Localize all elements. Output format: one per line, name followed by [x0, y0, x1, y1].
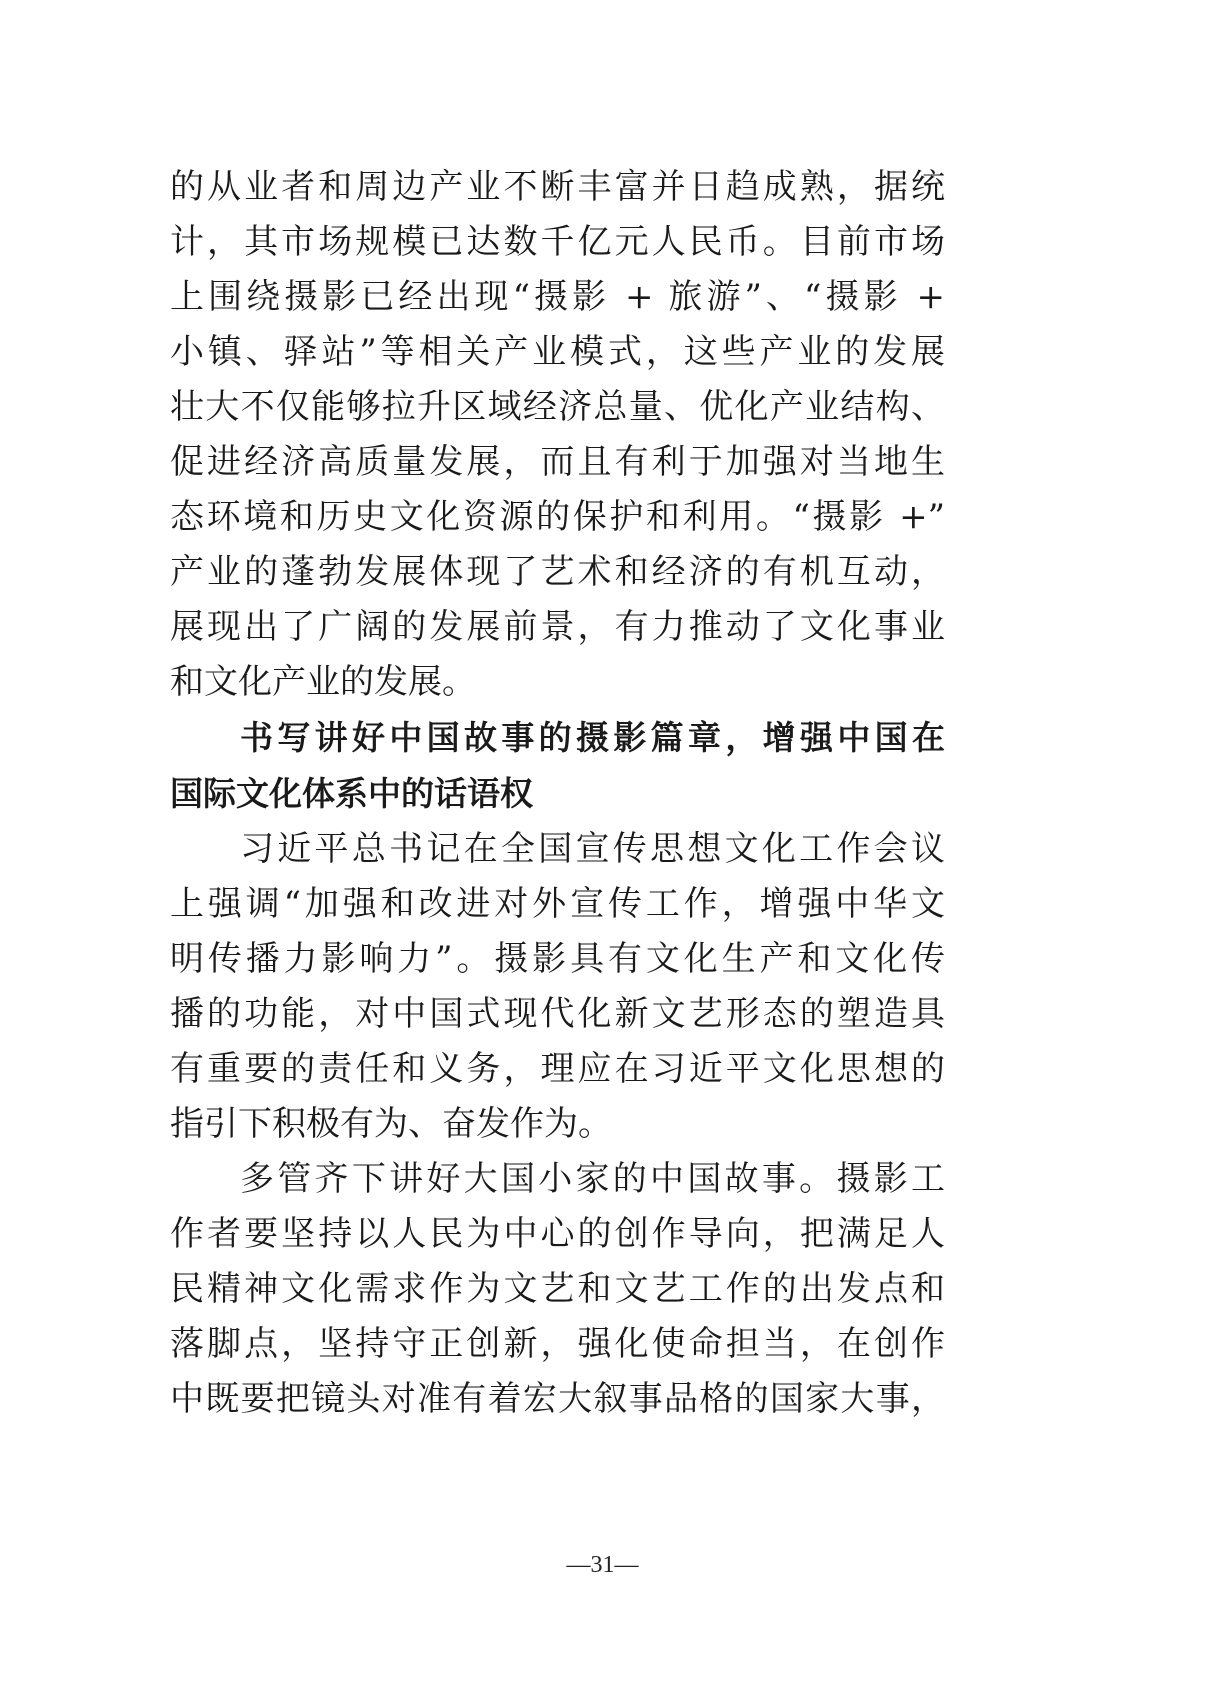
- text-line: 指引下积极有为、奋发作为。: [170, 1104, 612, 1144]
- document-page: [170, 160, 945, 1427]
- text-line: 上围绕摄影已经出现“摄影 + 旅游”、“摄影 +: [170, 277, 945, 317]
- text-line: 产业的蓬勃发展体现了艺术和经济的有机互动，: [170, 552, 945, 592]
- text-line: 多管齐下讲好大国小家的中国故事。摄影工: [240, 1159, 945, 1199]
- heading-line: 国际文化体系中的话语权: [170, 774, 533, 813]
- paragraph-photography-industry: [170, 160, 945, 710]
- text-line: 民精神文化需求作为文艺和文艺工作的出发点和: [170, 1269, 945, 1309]
- heading-line: 书写讲好中国故事的摄影篇章，增强中国在: [240, 718, 945, 757]
- text-line: 计，其市场规模已达数千亿元人民币。目前市场: [170, 222, 945, 262]
- paragraph-china-stories: [170, 1152, 945, 1427]
- text-line: 习近平总书记在全国宣传思想文化工作会议: [240, 829, 945, 869]
- text-line: 的从业者和周边产业不断丰富并日趋成熟，据统: [170, 167, 945, 207]
- text-line: 展现出了广阔的发展前景，有力推动了文化事业: [170, 607, 945, 647]
- text-line: 有重要的责任和义务，理应在习近平文化思想的: [170, 1049, 945, 1089]
- text-line: 落脚点，坚持守正创新，强化使命担当，在创作: [170, 1324, 945, 1364]
- text-line: 壮大不仅能够拉升区域经济总量、优化产业结构、: [170, 387, 945, 427]
- text-line: 作者要坚持以人民为中心的创作导向，把满足人: [170, 1214, 945, 1254]
- page-number: —31—: [566, 1552, 639, 1578]
- text-line: 小镇、驿站”等相关产业模式，这些产业的发展: [170, 332, 945, 372]
- text-line: 态环境和历史文化资源的保护和利用。“摄影 +”: [170, 497, 945, 537]
- text-line: 中既要把镜头对准有着宏大叙事品格的国家大事，: [170, 1379, 945, 1419]
- section-heading: [170, 710, 945, 822]
- text-line: 上强调“加强和改进对外宣传工作，增强中华文: [170, 884, 945, 924]
- text-line: 播的功能，对中国式现代化新文艺形态的塑造具: [170, 994, 945, 1034]
- text-line: 促进经济高质量发展，而且有利于加强对当地生: [170, 442, 945, 482]
- text-line: 明传播力影响力”。摄影具有文化生产和文化传: [170, 939, 945, 979]
- text-line: 和文化产业的发展。: [170, 662, 476, 702]
- paragraph-xi-speech: [170, 822, 945, 1152]
